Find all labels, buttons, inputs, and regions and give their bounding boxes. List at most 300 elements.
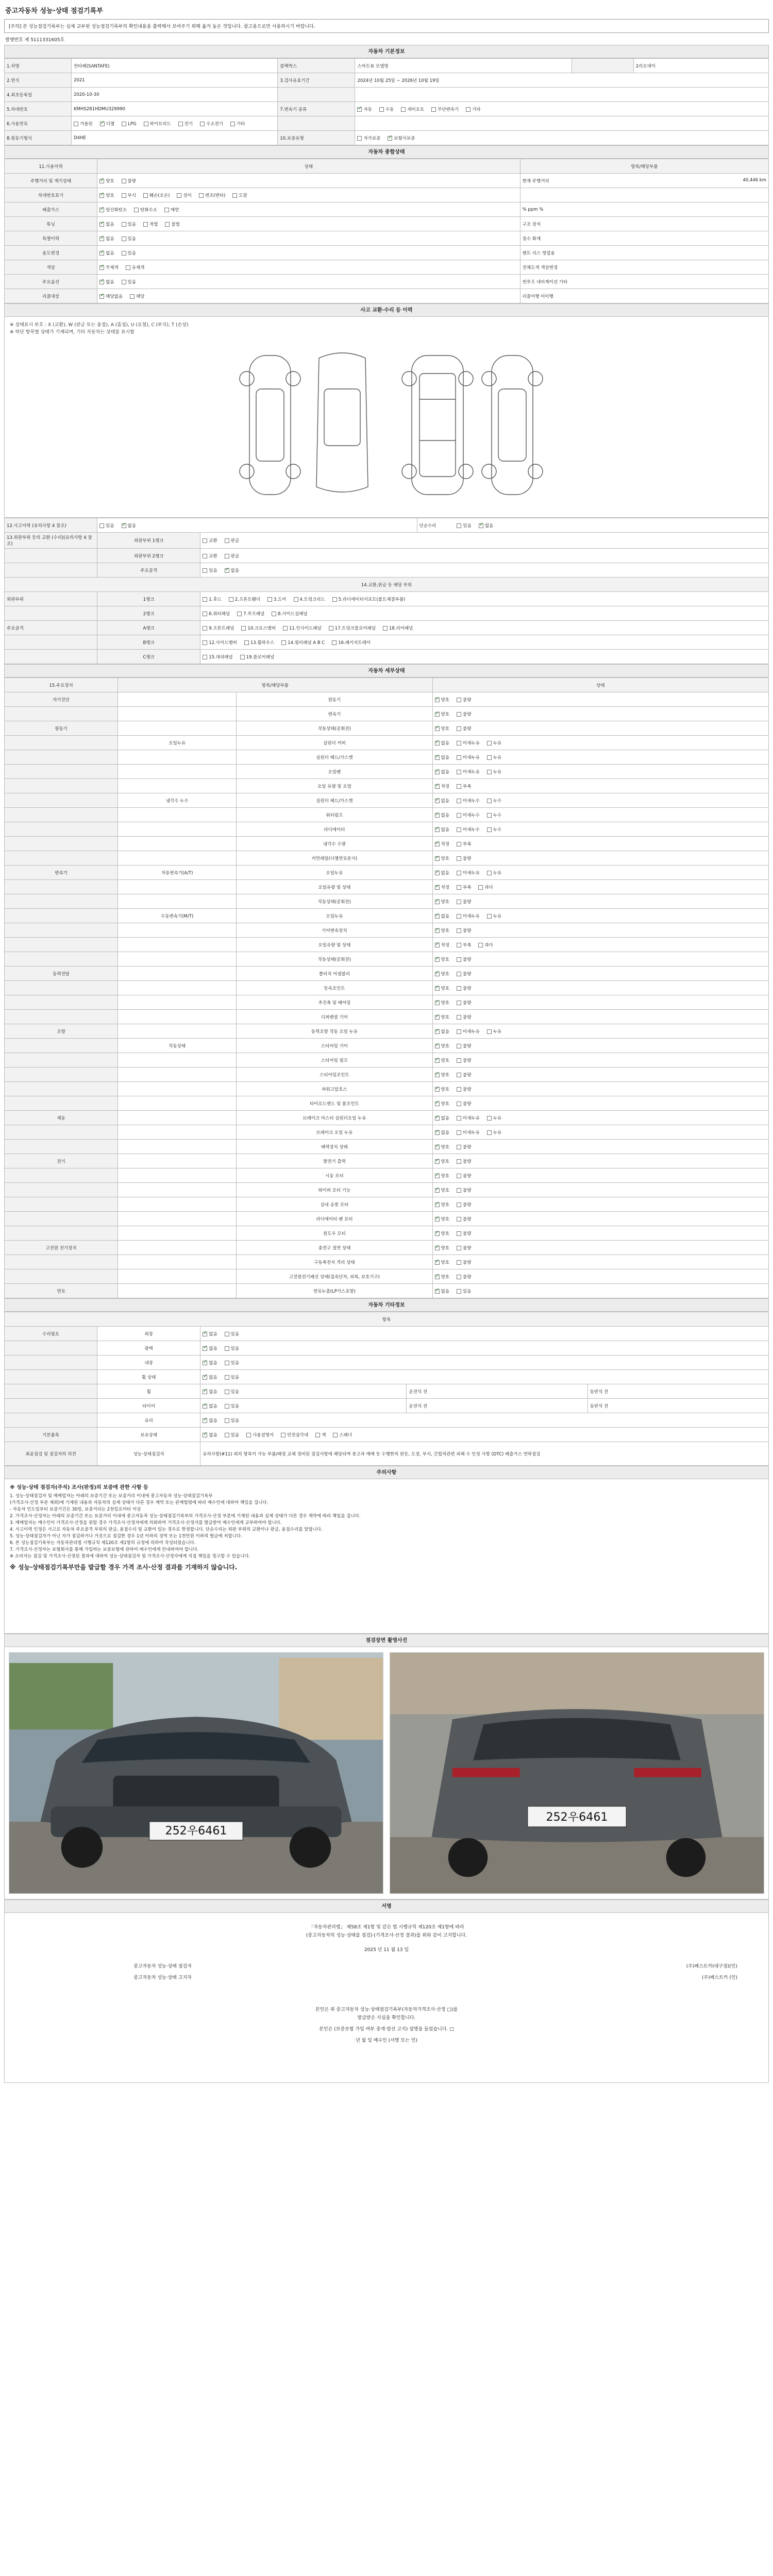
checkbox-option[interactable] [315, 1432, 326, 1438]
checkbox-option[interactable] [457, 1072, 471, 1078]
checkbox-icon[interactable] [457, 1073, 461, 1077]
checkbox-icon[interactable] [177, 193, 181, 198]
checkbox-icon[interactable] [122, 523, 126, 528]
checkbox-icon[interactable] [435, 1130, 440, 1135]
checkbox-icon[interactable] [379, 107, 384, 112]
checkbox-icon[interactable] [143, 222, 148, 227]
checkbox-icon[interactable] [388, 136, 392, 141]
checkbox-option[interactable] [333, 1432, 352, 1438]
checkbox-option[interactable] [435, 884, 449, 890]
checkbox-option[interactable] [332, 596, 406, 602]
checkbox-option[interactable] [99, 279, 114, 285]
checkbox-icon[interactable] [122, 122, 126, 126]
checkbox-option[interactable] [435, 826, 449, 833]
checkbox-icon[interactable] [333, 1433, 338, 1437]
checkbox-icon[interactable] [435, 957, 440, 962]
checkbox-icon[interactable] [401, 107, 406, 112]
checkbox-icon[interactable] [457, 914, 461, 919]
checkbox-icon[interactable] [457, 842, 461, 846]
checkbox-icon[interactable] [487, 827, 492, 832]
checkbox-icon[interactable] [457, 741, 461, 745]
checkbox-icon[interactable] [203, 1389, 207, 1394]
checkbox-option[interactable] [178, 121, 193, 127]
checkbox-icon[interactable] [457, 1044, 461, 1048]
checkbox-option[interactable] [457, 522, 471, 529]
checkbox-option[interactable] [457, 1115, 480, 1121]
checkbox-option[interactable] [99, 235, 114, 242]
checkbox-option[interactable] [203, 1403, 217, 1409]
checkbox-option[interactable] [457, 1230, 471, 1236]
checkbox-icon[interactable] [435, 986, 440, 991]
checkbox-option[interactable] [294, 596, 325, 602]
checkbox-option[interactable] [457, 783, 471, 789]
checkbox-icon[interactable] [225, 1375, 229, 1380]
checkbox-icon[interactable] [99, 523, 104, 528]
checkbox-icon[interactable] [435, 726, 440, 731]
checkbox-option[interactable] [379, 106, 394, 112]
checkbox-option[interactable] [457, 1043, 471, 1049]
checkbox-option[interactable] [487, 1115, 501, 1121]
checkbox-option[interactable] [203, 553, 217, 559]
checkbox-icon[interactable] [435, 813, 440, 818]
checkbox-option[interactable] [435, 1187, 449, 1193]
checkbox-icon[interactable] [281, 1433, 285, 1437]
checkbox-option[interactable] [457, 711, 471, 717]
checkbox-icon[interactable] [457, 1202, 461, 1207]
checkbox-icon[interactable] [457, 784, 461, 789]
checkbox-icon[interactable] [457, 1289, 461, 1294]
checkbox-option[interactable] [466, 106, 480, 112]
checkbox-option[interactable] [487, 798, 501, 804]
checkbox-option[interactable] [435, 913, 449, 919]
checkbox-option[interactable] [435, 769, 449, 775]
checkbox-icon[interactable] [435, 1087, 440, 1092]
checkbox-icon[interactable] [457, 986, 461, 991]
checkbox-option[interactable] [435, 1028, 449, 1035]
checkbox-option[interactable] [203, 596, 222, 602]
checkbox-icon[interactable] [200, 122, 205, 126]
checkbox-icon[interactable] [487, 1130, 492, 1135]
checkbox-icon[interactable] [457, 726, 461, 731]
checkbox-icon[interactable] [435, 1101, 440, 1106]
checkbox-icon[interactable] [199, 193, 204, 198]
checkbox-option[interactable] [435, 798, 449, 804]
checkbox-option[interactable] [267, 596, 287, 602]
checkbox-icon[interactable] [457, 1130, 461, 1135]
checkbox-option[interactable] [457, 1216, 471, 1222]
checkbox-icon[interactable] [457, 972, 461, 976]
checkbox-icon[interactable] [178, 122, 183, 126]
checkbox-option[interactable] [435, 1014, 449, 1020]
checkbox-icon[interactable] [357, 107, 362, 112]
checkbox-icon[interactable] [203, 655, 207, 659]
checkbox-option[interactable] [203, 1417, 217, 1423]
checkbox-option[interactable] [225, 1345, 239, 1351]
checkbox-option[interactable] [435, 1043, 449, 1049]
checkbox-option[interactable] [435, 1129, 449, 1136]
checkbox-icon[interactable] [225, 1346, 229, 1351]
checkbox-icon[interactable] [130, 294, 135, 299]
checkbox-icon[interactable] [143, 193, 148, 198]
checkbox-option[interactable] [435, 1115, 449, 1121]
checkbox-option[interactable] [457, 1100, 471, 1107]
checkbox-icon[interactable] [457, 1260, 461, 1265]
checkbox-icon[interactable] [435, 842, 440, 846]
checkbox-option[interactable] [164, 207, 179, 213]
checkbox-option[interactable] [457, 942, 471, 948]
checkbox-option[interactable] [487, 1129, 501, 1136]
checkbox-icon[interactable] [99, 251, 104, 256]
checkbox-option[interactable] [122, 522, 136, 529]
checkbox-icon[interactable] [240, 655, 245, 659]
checkbox-icon[interactable] [457, 698, 461, 702]
checkbox-option[interactable] [457, 798, 480, 804]
checkbox-icon[interactable] [457, 770, 461, 774]
checkbox-option[interactable] [99, 264, 119, 270]
checkbox-icon[interactable] [435, 784, 440, 789]
checkbox-icon[interactable] [203, 640, 207, 645]
checkbox-icon[interactable] [122, 222, 126, 227]
checkbox-option[interactable] [457, 1259, 471, 1265]
checkbox-option[interactable] [122, 178, 136, 184]
checkbox-option[interactable] [122, 221, 136, 227]
checkbox-option[interactable] [457, 1158, 471, 1164]
checkbox-icon[interactable] [435, 1246, 440, 1250]
checkbox-icon[interactable] [457, 799, 461, 803]
checkbox-icon[interactable] [457, 1231, 461, 1236]
checkbox-icon[interactable] [457, 1101, 461, 1106]
checkbox-icon[interactable] [134, 208, 139, 212]
checkbox-icon[interactable] [99, 294, 104, 299]
checkbox-icon[interactable] [74, 122, 78, 126]
checkbox-option[interactable] [487, 769, 501, 775]
checkbox-icon[interactable] [457, 712, 461, 717]
checkbox-option[interactable] [487, 870, 501, 876]
checkbox-icon[interactable] [435, 770, 440, 774]
checkbox-icon[interactable] [122, 179, 126, 183]
checkbox-option[interactable] [478, 884, 493, 890]
checkbox-icon[interactable] [457, 813, 461, 818]
checkbox-option[interactable] [435, 783, 449, 789]
checkbox-option[interactable] [401, 106, 424, 112]
checkbox-option[interactable] [203, 625, 234, 631]
checkbox-option[interactable] [99, 221, 114, 227]
checkbox-icon[interactable] [203, 1433, 207, 1437]
checkbox-option[interactable] [383, 625, 413, 631]
checkbox-icon[interactable] [457, 1188, 461, 1193]
checkbox-option[interactable] [457, 826, 480, 833]
checkbox-icon[interactable] [435, 1116, 440, 1121]
checkbox-icon[interactable] [435, 1217, 440, 1222]
checkbox-icon[interactable] [435, 928, 440, 933]
checkbox-icon[interactable] [435, 900, 440, 904]
checkbox-icon[interactable] [457, 900, 461, 904]
checkbox-icon[interactable] [232, 193, 237, 198]
checkbox-option[interactable] [126, 264, 145, 270]
checkbox-icon[interactable] [165, 222, 170, 227]
checkbox-option[interactable] [487, 754, 501, 760]
checkbox-option[interactable] [435, 1158, 449, 1164]
checkbox-option[interactable] [435, 1072, 449, 1078]
checkbox-icon[interactable] [457, 1159, 461, 1164]
checkbox-option[interactable] [225, 1374, 239, 1380]
checkbox-option[interactable] [457, 740, 480, 746]
checkbox-icon[interactable] [457, 1275, 461, 1279]
checkbox-icon[interactable] [203, 1418, 207, 1423]
checkbox-icon[interactable] [457, 1116, 461, 1121]
checkbox-icon[interactable] [315, 1433, 320, 1437]
checkbox-option[interactable] [435, 697, 449, 703]
checkbox-icon[interactable] [230, 122, 235, 126]
checkbox-icon[interactable] [225, 1332, 229, 1336]
checkbox-icon[interactable] [457, 523, 461, 528]
checkbox-option[interactable] [225, 1388, 239, 1395]
checkbox-option[interactable] [435, 1100, 449, 1107]
checkbox-icon[interactable] [457, 943, 461, 947]
checkbox-option[interactable] [199, 192, 225, 198]
checkbox-option[interactable] [99, 207, 127, 213]
checkbox-option[interactable] [357, 106, 372, 112]
checkbox-option[interactable] [435, 841, 449, 847]
checkbox-icon[interactable] [435, 1188, 440, 1193]
checkbox-option[interactable] [479, 522, 493, 529]
checkbox-icon[interactable] [435, 755, 440, 760]
checkbox-option[interactable] [435, 711, 449, 717]
checkbox-icon[interactable] [267, 597, 272, 602]
checkbox-icon[interactable] [225, 1418, 229, 1423]
checkbox-option[interactable] [230, 121, 245, 127]
checkbox-icon[interactable] [457, 928, 461, 933]
checkbox-icon[interactable] [479, 523, 483, 528]
checkbox-icon[interactable] [99, 280, 104, 284]
checkbox-option[interactable] [357, 135, 380, 141]
checkbox-icon[interactable] [203, 597, 207, 602]
checkbox-option[interactable] [457, 1144, 471, 1150]
checkbox-option[interactable] [457, 697, 471, 703]
checkbox-icon[interactable] [435, 1289, 440, 1294]
checkbox-icon[interactable] [164, 208, 169, 212]
checkbox-icon[interactable] [487, 799, 492, 803]
checkbox-option[interactable] [435, 812, 449, 818]
checkbox-icon[interactable] [99, 222, 104, 227]
checkbox-icon[interactable] [435, 1001, 440, 1005]
checkbox-icon[interactable] [122, 280, 126, 284]
checkbox-icon[interactable] [99, 193, 104, 198]
checkbox-option[interactable] [435, 942, 449, 948]
checkbox-icon[interactable] [100, 122, 105, 126]
checkbox-option[interactable] [487, 812, 501, 818]
checkbox-option[interactable] [457, 956, 471, 962]
checkbox-icon[interactable] [435, 1202, 440, 1207]
checkbox-icon[interactable] [457, 1058, 461, 1063]
checkbox-option[interactable] [134, 207, 157, 213]
checkbox-option[interactable] [487, 913, 501, 919]
checkbox-icon[interactable] [332, 597, 337, 602]
checkbox-option[interactable] [122, 122, 136, 127]
checkbox-option[interactable] [225, 537, 239, 544]
checkbox-option[interactable] [225, 567, 239, 573]
checkbox-icon[interactable] [457, 871, 461, 875]
checkbox-option[interactable] [99, 192, 114, 198]
checkbox-icon[interactable] [272, 612, 276, 616]
checkbox-option[interactable] [457, 884, 471, 890]
checkbox-option[interactable] [435, 870, 449, 876]
checkbox-icon[interactable] [487, 755, 492, 760]
checkbox-icon[interactable] [122, 251, 126, 256]
checkbox-icon[interactable] [457, 1145, 461, 1149]
checkbox-icon[interactable] [99, 265, 104, 270]
checkbox-option[interactable] [457, 985, 471, 991]
checkbox-option[interactable] [165, 221, 179, 227]
checkbox-icon[interactable] [457, 1174, 461, 1178]
checkbox-icon[interactable] [203, 538, 207, 543]
checkbox-option[interactable] [225, 1331, 239, 1337]
checkbox-option[interactable] [435, 1144, 449, 1150]
checkbox-icon[interactable] [237, 612, 242, 616]
checkbox-icon[interactable] [225, 1433, 229, 1437]
checkbox-option[interactable] [457, 1129, 480, 1136]
checkbox-option[interactable] [241, 625, 276, 631]
checkbox-option[interactable] [246, 1432, 274, 1438]
checkbox-option[interactable] [457, 1086, 471, 1092]
checkbox-option[interactable] [435, 1057, 449, 1063]
checkbox-icon[interactable] [99, 236, 104, 241]
checkbox-option[interactable] [281, 1432, 308, 1438]
checkbox-option[interactable] [122, 250, 136, 256]
checkbox-option[interactable] [457, 999, 471, 1006]
checkbox-icon[interactable] [281, 640, 286, 645]
checkbox-option[interactable] [283, 625, 322, 631]
checkbox-option[interactable] [203, 611, 230, 617]
checkbox-option[interactable] [478, 942, 493, 948]
checkbox-option[interactable] [237, 611, 264, 617]
checkbox-icon[interactable] [435, 885, 440, 890]
checkbox-option[interactable] [487, 1028, 501, 1035]
checkbox-icon[interactable] [99, 208, 104, 212]
checkbox-option[interactable] [457, 725, 471, 732]
checkbox-option[interactable] [225, 1417, 239, 1423]
checkbox-option[interactable] [457, 870, 480, 876]
checkbox-option[interactable] [99, 293, 123, 299]
checkbox-option[interactable] [143, 192, 170, 198]
checkbox-icon[interactable] [435, 698, 440, 702]
checkbox-option[interactable] [457, 899, 471, 905]
checkbox-icon[interactable] [435, 1275, 440, 1279]
checkbox-icon[interactable] [283, 626, 288, 631]
checkbox-option[interactable] [457, 1173, 471, 1179]
checkbox-icon[interactable] [466, 107, 470, 112]
checkbox-option[interactable] [457, 1187, 471, 1193]
checkbox-icon[interactable] [241, 626, 246, 631]
checkbox-option[interactable] [225, 1432, 239, 1438]
checkbox-option[interactable] [457, 927, 471, 934]
checkbox-icon[interactable] [203, 626, 207, 631]
checkbox-option[interactable] [435, 1274, 449, 1280]
checkbox-icon[interactable] [478, 943, 483, 947]
checkbox-option[interactable] [122, 235, 136, 242]
checkbox-option[interactable] [177, 192, 191, 198]
checkbox-option[interactable] [435, 927, 449, 934]
checkbox-icon[interactable] [225, 568, 229, 573]
checkbox-option[interactable] [225, 1403, 239, 1409]
checkbox-option[interactable] [457, 1014, 471, 1020]
checkbox-icon[interactable] [457, 1001, 461, 1005]
checkbox-option[interactable] [332, 639, 371, 646]
checkbox-icon[interactable] [435, 741, 440, 745]
checkbox-icon[interactable] [435, 1015, 440, 1020]
checkbox-icon[interactable] [435, 1231, 440, 1236]
checkbox-icon[interactable] [431, 107, 436, 112]
checkbox-option[interactable] [457, 855, 471, 861]
checkbox-option[interactable] [232, 192, 247, 198]
checkbox-option[interactable] [435, 1288, 449, 1294]
checkbox-option[interactable] [435, 1245, 449, 1251]
checkbox-icon[interactable] [435, 1145, 440, 1149]
checkbox-icon[interactable] [435, 914, 440, 919]
checkbox-option[interactable] [435, 1086, 449, 1092]
checkbox-icon[interactable] [435, 856, 440, 861]
checkbox-option[interactable] [203, 1432, 217, 1438]
checkbox-icon[interactable] [435, 1260, 440, 1265]
checkbox-icon[interactable] [457, 1029, 461, 1034]
checkbox-option[interactable] [130, 293, 144, 299]
checkbox-icon[interactable] [457, 755, 461, 760]
checkbox-icon[interactable] [457, 1015, 461, 1020]
checkbox-option[interactable] [435, 725, 449, 732]
checkbox-icon[interactable] [457, 957, 461, 962]
checkbox-option[interactable] [457, 1288, 471, 1294]
checkbox-option[interactable] [144, 121, 171, 127]
checkbox-icon[interactable] [383, 626, 388, 631]
checkbox-option[interactable] [435, 855, 449, 861]
checkbox-icon[interactable] [487, 871, 492, 875]
checkbox-option[interactable] [203, 1331, 217, 1337]
checkbox-icon[interactable] [294, 597, 298, 602]
checkbox-option[interactable] [457, 769, 480, 775]
checkbox-option[interactable] [435, 971, 449, 977]
checkbox-icon[interactable] [225, 1404, 229, 1409]
checkbox-icon[interactable] [487, 1116, 492, 1121]
checkbox-option[interactable] [431, 106, 459, 112]
checkbox-icon[interactable] [203, 1375, 207, 1380]
checkbox-option[interactable] [388, 135, 415, 141]
checkbox-icon[interactable] [487, 813, 492, 818]
checkbox-option[interactable] [457, 1245, 471, 1251]
checkbox-icon[interactable] [203, 554, 207, 558]
checkbox-icon[interactable] [203, 1404, 207, 1409]
checkbox-option[interactable] [435, 985, 449, 991]
checkbox-icon[interactable] [203, 1346, 207, 1351]
checkbox-option[interactable] [457, 1201, 471, 1208]
checkbox-icon[interactable] [126, 265, 130, 270]
checkbox-icon[interactable] [457, 856, 461, 861]
checkbox-icon[interactable] [457, 885, 461, 890]
checkbox-icon[interactable] [487, 770, 492, 774]
checkbox-option[interactable] [457, 841, 471, 847]
checkbox-option[interactable] [487, 826, 501, 833]
checkbox-option[interactable] [203, 567, 217, 573]
checkbox-icon[interactable] [487, 1029, 492, 1034]
checkbox-icon[interactable] [225, 1361, 229, 1365]
checkbox-icon[interactable] [435, 1029, 440, 1034]
checkbox-option[interactable] [100, 121, 114, 127]
checkbox-option[interactable] [203, 654, 232, 660]
checkbox-option[interactable] [203, 1345, 217, 1351]
checkbox-icon[interactable] [478, 885, 483, 890]
checkbox-icon[interactable] [144, 122, 148, 126]
checkbox-icon[interactable] [229, 597, 233, 602]
checkbox-option[interactable] [435, 1259, 449, 1265]
